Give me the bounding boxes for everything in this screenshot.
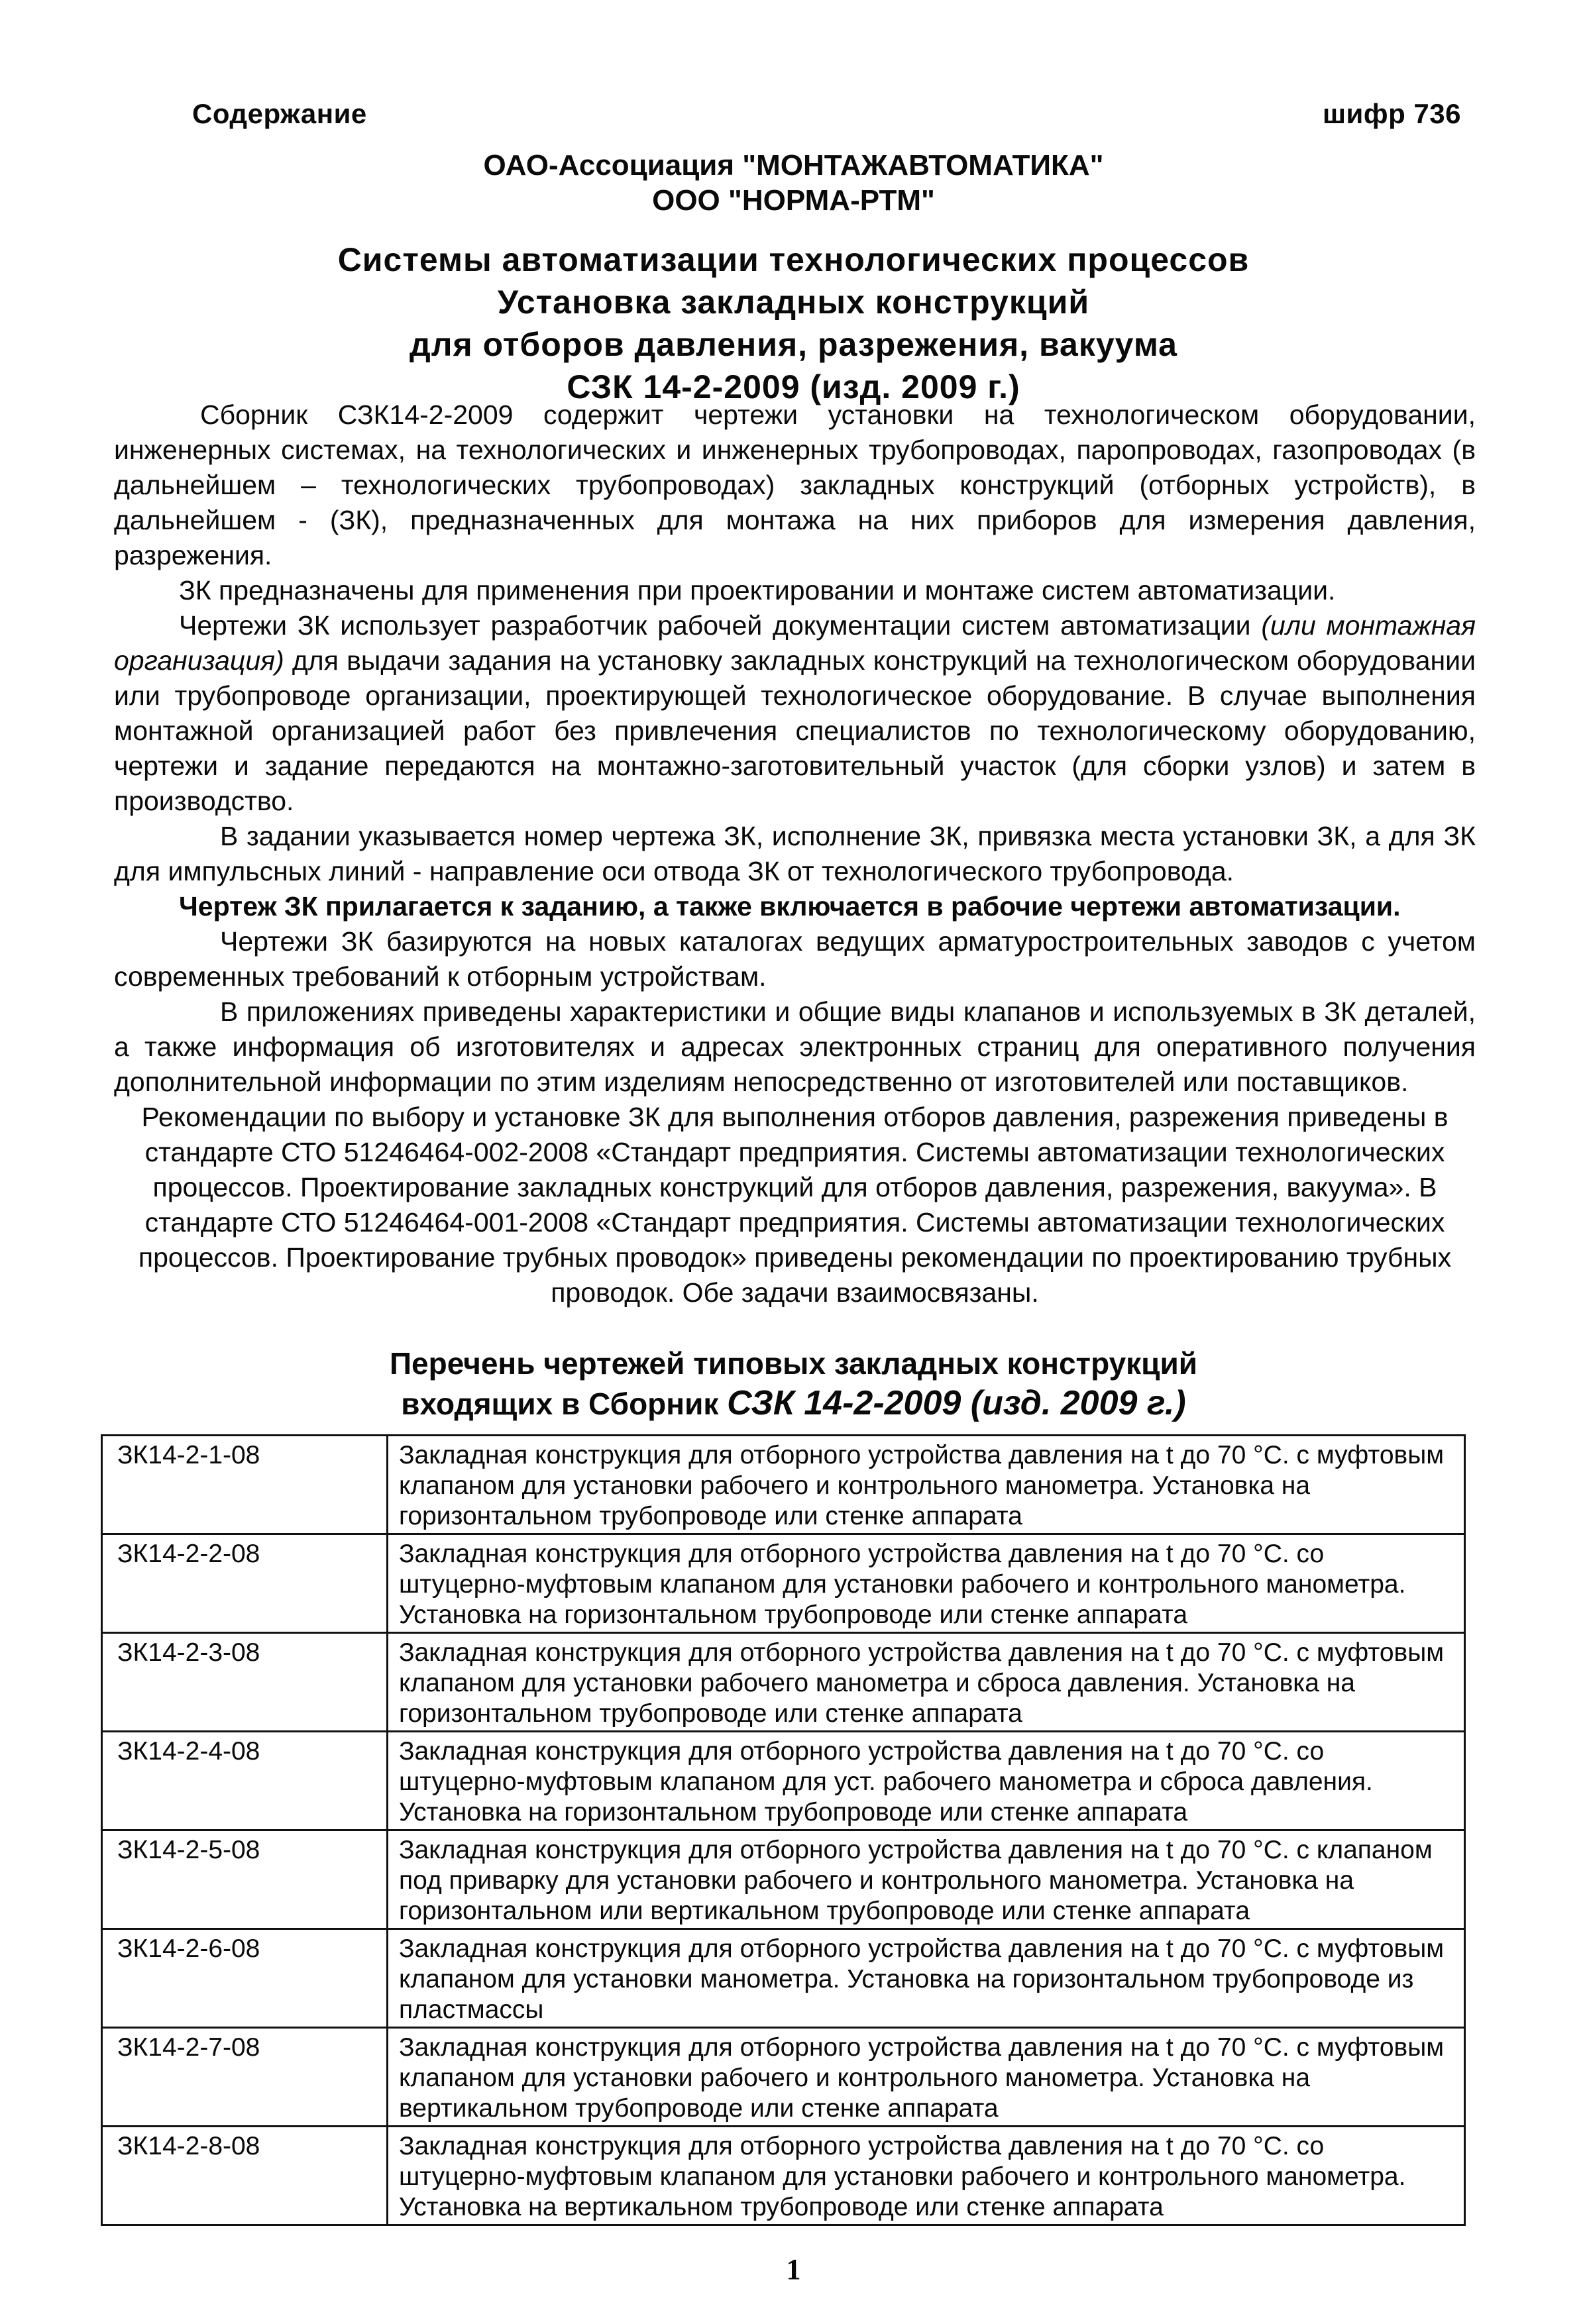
drawing-description-cell: Закладная конструкция для отборного устройства давления на t до 70 °С. со штуцерно-муфтовым клапаном для установки рабочего и контрольного манометра. Установка на горизонтальном трубопроводе или стенке аппарата: [388, 1534, 1465, 1633]
table-row: [102, 1732, 1465, 1830]
paragraph-8: Рекомендации по выбору и установке ЗК для выполнения отборов давления, разрежения приведены в стандарте СТО 51246464-002-2008 «Стандарт предприятия. Системы автоматизации технологических процессов. Проектирование закладных конструкций для отборов давления, разрежения, вакуума». В стандарте СТО 51246464-001-2008 «Стандарт предприятия. Системы автоматизации технологических процессов. Проектирование трубных проводок» приведены рекомендации по проектированию трубных проводок. Обе задачи взаимосвязаны.: [138, 1102, 1452, 1308]
paragraph-5-bold: Чертеж ЗК прилагается к заданию, а также включается в рабочие чертежи автоматизации.: [179, 891, 1401, 922]
document-body: [114, 397, 1476, 1310]
title-line-2: Установка закладных конструкций: [497, 284, 1090, 321]
list-title-line-2: [0, 1383, 1587, 1424]
paragraph-3-part-b: для выдачи задания на установку закладных конструкций на технологическом оборудовании или трубопроводе организации, проектирующей технологическое оборудование. В случае выполнения монтажной организацией работ без привлечения специалистов по технологическому оборудованию, чертежи и задание передаются на монтажно-заготовительный участок (для сборки узлов) и затем в производство.: [114, 645, 1476, 816]
table-row: [102, 1633, 1465, 1732]
drawing-code-cell: ЗК14-2-4-08: [102, 1732, 388, 1830]
drawing-code-cell: ЗК14-2-2-08: [102, 1534, 388, 1633]
paragraph-3-italic: (или монтажная организация): [114, 610, 1476, 676]
paragraph-1: Сборник СЗК14-2-2009 содержит чертежи установки на технологическом оборудовании, инженерных системах, на технологических и инженерных трубопроводах, паропроводах, газопроводах (в дальнейшем – технологических трубопроводах) закладных конструкций (отборных устройств), в дальнейшем - (ЗК), предназначенных для монтажа на них приборов для измерения давления, разрежения.: [114, 399, 1476, 570]
drawing-description-cell: Закладная конструкция для отборного устройства давления на t до 70 °С. со штуцерно-муфтовым клапаном для уст. рабочего манометра и сброса давления. Установка на горизонтальном трубопроводе или стенке аппарата: [388, 1732, 1465, 1830]
document-cipher: шифр 736: [1323, 98, 1461, 129]
title-line-4: СЗК 14-2-2009 (изд. 2009 г.): [567, 368, 1020, 405]
table-row: [102, 1929, 1465, 2028]
drawing-code-cell: ЗК14-2-7-08: [102, 2028, 388, 2127]
drawings-list-title: [0, 1344, 1587, 1424]
table-row: [102, 2028, 1465, 2127]
organization-name-2: ООО "НОРМА-РТМ": [652, 184, 935, 217]
list-title-prefix: входящих в Сборник: [401, 1387, 728, 1421]
drawing-description-cell: Закладная конструкция для отборного устройства давления на t до 70 °С. с клапаном под приварку для установки рабочего и контрольного манометра. Установка на горизонтальном или вертикальном трубопроводе или стенке аппарата: [388, 1830, 1465, 1929]
paragraph-6: Чертежи ЗК базируются на новых каталогах ведущих арматуростроительных заводов с учетом современных требований к отборным устройствам.: [114, 926, 1476, 992]
table-row: [102, 1436, 1465, 1534]
collection-code: СЗК 14-2-2009 (изд. 2009 г.): [727, 1384, 1186, 1422]
drawing-code-cell: ЗК14-2-3-08: [102, 1633, 388, 1732]
paragraph-7: В приложениях приведены характеристики и общие виды клапанов и используемых в ЗК деталей, а также информация об изготовителях и адресах электронных страниц для оперативного получения дополнительной информации по этим изделиям непосредственно от изготовителей или поставщиков.: [114, 996, 1476, 1097]
paragraph-3: [114, 608, 1476, 819]
document-title: [0, 238, 1587, 408]
table-row: [102, 2127, 1465, 2225]
drawing-code-cell: ЗК14-2-8-08: [102, 2127, 388, 2225]
title-line-1: Системы автоматизации технологических процессов: [337, 241, 1250, 278]
drawing-description-cell: Закладная конструкция для отборного устройства давления на t до 70 °С. с муфтовым клапаном для установки рабочего манометра и сброса давления. Установка на горизонтальном трубопроводе или стенке аппарата: [388, 1633, 1465, 1732]
table-row: [102, 1534, 1465, 1633]
paragraph-4: В задании указывается номер чертежа ЗК, исполнение ЗК, привязка места установки ЗК, а для ЗК для импульсных линий - направление оси отвода ЗК от технологического трубопровода.: [114, 821, 1476, 886]
contents-link[interactable]: Содержание: [192, 98, 367, 129]
list-title-line-1: Перечень чертежей типовых закладных конструкций: [389, 1346, 1198, 1381]
paragraph-2: ЗК предназначены для применения при проектировании и монтаже систем автоматизации.: [179, 575, 1336, 606]
drawings-table-body: [102, 1436, 1465, 2225]
drawing-code-cell: ЗК14-2-6-08: [102, 1929, 388, 2028]
table-row: [102, 1830, 1465, 1929]
title-line-3: для отборов давления, разрежения, вакуума: [410, 326, 1177, 363]
drawing-description-cell: Закладная конструкция для отборного устройства давления на t до 70 °С. с муфтовым клапаном для установки манометра. Установка на горизонтальном трубопроводе из пластмассы: [388, 1929, 1465, 2028]
page-number: 1: [786, 2253, 801, 2286]
drawing-description-cell: Закладная конструкция для отборного устройства давления на t до 70 °С. со штуцерно-муфтовым клапаном для установки рабочего и контрольного манометра. Установка на вертикальном трубопроводе или стенке аппарата: [388, 2127, 1465, 2225]
paragraph-3-part-a: Чертежи ЗК использует разработчик рабочей документации систем автоматизации: [179, 610, 1262, 641]
drawing-code-cell: ЗК14-2-1-08: [102, 1436, 388, 1534]
organization-name-1: ОАО-Ассоциация "МОНТАЖАВТОМАТИКА": [483, 149, 1104, 182]
drawing-description-cell: Закладная конструкция для отборного устройства давления на t до 70 °С. с муфтовым клапаном для установки рабочего и контрольного манометра. Установка на вертикальном трубопроводе или стенке аппарата: [388, 2028, 1465, 2127]
drawing-description-cell: Закладная конструкция для отборного устройства давления на t до 70 °С. с муфтовым клапаном для установки рабочего и контрольного манометра. Установка на горизонтальном трубопроводе или стенке аппарата: [388, 1436, 1465, 1534]
drawing-code-cell: ЗК14-2-5-08: [102, 1830, 388, 1929]
drawings-table: [101, 1434, 1466, 2226]
